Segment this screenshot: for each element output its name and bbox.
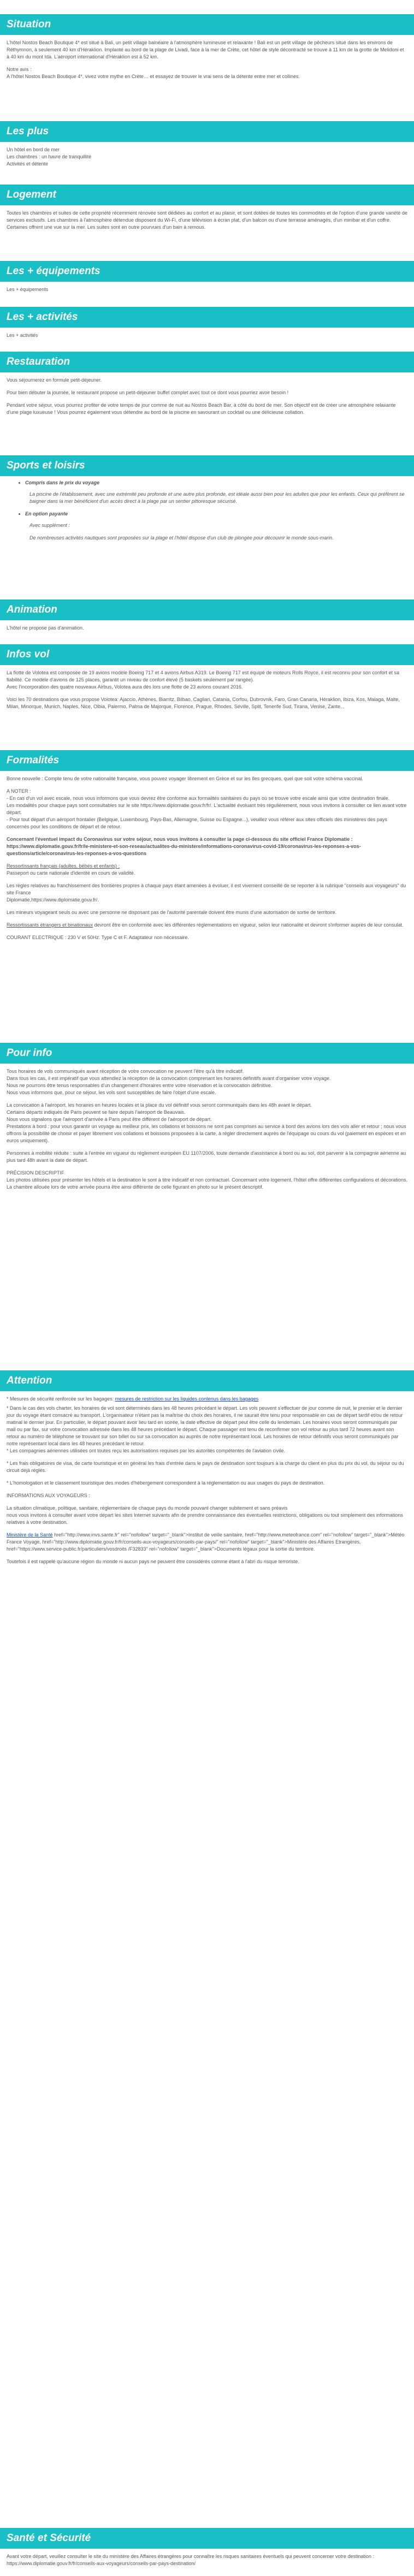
list-item: • En option payante <box>25 511 407 518</box>
section-title: Pour info <box>7 1047 52 1059</box>
section-header-vol <box>0 644 414 665</box>
section-header-sports <box>0 455 414 476</box>
section-title: Les + équipements <box>7 265 100 277</box>
paragraph: Les règles relatives au franchissement des frontières propres à chaque pays étant amenées à évoluer, il est vivement conseillé de se reporter à la rubrique "conseils aux voyageurs" du site France <box>7 883 406 895</box>
situation-content <box>0 39 414 80</box>
paragraph: Nous vous signalons que l'aéroport d'arrivée à Paris peut être différent de l'aéroport de départ. <box>7 1117 212 1122</box>
equipements-content <box>0 286 414 293</box>
paragraph: * L'homologation et le classement touristique des modes d'hébergement correspondent à la réglementation ou aux usages du pays de destination. <box>7 1480 325 1486</box>
paragraph: Ressortissants français (adultes, bébés et enfants) : <box>7 863 120 869</box>
paragraph: A NOTER : <box>7 788 31 794</box>
section-title: Santé et Sécurité <box>7 2532 91 2544</box>
section-header-plus <box>0 121 414 142</box>
paragraph: La convocation à l'aéroport, les horaires en heures locales et la place du vol définitif vous seront communiqués dans les 48h avant le départ. <box>7 1102 312 1108</box>
section-title: Animation <box>7 604 57 615</box>
paragraph: Dans tous les cas, il est impératif que vous attendiez la réception de la convocation comprenant les horaires définitifs avant d'organiser votre voyage. <box>7 1076 331 1081</box>
paragraph: L'hôtel Nostos Beach Boutique 4* est situé à Bali, un petit village balnéaire à l'atmosphère lumineuse et relaxante ! Bali est un petit village de pêcheurs situé dans les environs de Réthymnon, à seulement 40 km d'Héraklion. Implanté au bord de la plage de Livadi, face à la mer de Crète, cet hôtel de style décontracté se trouve à 11 km de la grotte de Melidoni et à 40 km du mont Ida. L'aéroport international d'Héraklion est à 52 km. <box>7 40 404 60</box>
vol-content <box>0 669 414 716</box>
list-item: Les chambres : un havre de tranquillité <box>7 154 92 159</box>
paragraph: - En cas d'un vol avec escale, nous vous informons que vous devrez être conforme aux formalités sanitaires du pays où se trouve votre escale ainsi que votre destination finale. <box>7 796 390 801</box>
paragraph: Notre avis : <box>7 67 32 72</box>
paragraph: Les + équipements <box>7 287 49 292</box>
paragraph: Les mineurs voyageant seuls ou avec une personne ne disposant pas de l'autorité parentale doivent être munis d'une autorisation de sortie de territoire. <box>7 910 337 915</box>
section-header-activites <box>0 307 414 328</box>
section-header-sante <box>0 2528 414 2549</box>
list-item: Un hôtel en bord de mer <box>7 147 60 152</box>
paragraph: Voici les 70 destinations que vous propose Volotea: Ajaccio, Athènes, Biarritz, Bilbao, Cagliari, Catania, Corfou, Dubrovnik, Faro, Gran Canaria, Héraklion, Ibiza, Kos, Malaga, Malte, Milan, Minorque, Munich, Naples, Nice, Olbia, Palermo, Palma de Majorque, Florence, Prague, Rhodes, Séville, Split, Tenerife Sud, Tirana, Venise, Zante... <box>7 697 400 709</box>
sports-content <box>0 479 414 547</box>
paragraph: Avec supplément : <box>29 523 70 528</box>
paragraph: L'hôtel ne propose pas d'animation. <box>7 625 84 631</box>
liquids-restriction-link[interactable]: mesures de restriction sur les liquides contenus dans les bagages <box>115 1396 259 1402</box>
section-header-formalites <box>0 750 414 771</box>
activites-content <box>0 332 414 339</box>
paragraph: Nous ne pourrons être tenus responsables d'un changement d'horaires entre votre réservation et la convocation définitive. <box>7 1083 273 1088</box>
section-title: Infos vol <box>7 649 50 660</box>
paragraph: Avant votre départ, veuillez consulter le site du ministère des Affaires étrangères pour connaître les risques sanitaires éventuels qui peuvent concerner votre destination : https://www.diplomatie.gouv.fr/fr/conseils-aux-voyageurs/conseils-par-pays-destination/ <box>7 2554 375 2566</box>
animation-content <box>0 625 414 632</box>
section-header-logement <box>0 185 414 205</box>
section-title: Attention <box>7 1375 52 1386</box>
paragraph: Les photos utilisées pour présenter les hôtels et la destination le sont à titre indicatif et non contractuel. Concernant votre logement, l'hôtel offre différentes configurations et décorations. La chambre allouée lors de votre arrivée pourra être ainsi différente de celle figurant en photo sur le présent descriptif. <box>7 1177 407 1190</box>
paragraph: * Mesures de sécurité renforcée sur les bagages: <box>7 1396 115 1402</box>
logement-content <box>0 210 414 236</box>
paragraph: Nous vous informons que, pour ce séjour, les vols sont susceptibles de faire l'objet d'une escale. <box>7 1090 216 1095</box>
paragraph: Prestations à bord : pour vous garantir un voyage au meilleur prix, les collations et boissons ne sont pas comprises au service à bord des avions lors des vols aller et retour ; nous vous offrons la possibilité de choisir et payer librement vos collations et boissons proposées à la carte, à régler directement auprès de l'équipage ou cours du vol (paiement en espèces et en euros uniquement). <box>7 1124 406 1143</box>
link[interactable]: https://www.diplomatie.gouv.fr/fr/le-ministere-et-son-reseau/actualites-du-ministere/informations-coronavirus-covid-19/coronavirus-les-reponses-a-vos-questions/article/coronavirus-les-reponses-a-vos-questions <box>7 844 361 856</box>
paragraph: Concernant l'éventuel impact du Coronavirus sur votre séjour, nous vous invitons à consulter la page ci-dessous du site officiel France Diplomatie : <box>7 836 353 842</box>
section-header-attention <box>0 1370 414 1391</box>
section-title: Logement <box>7 189 56 200</box>
section-header-situation <box>0 14 414 35</box>
info-content <box>0 1068 414 1196</box>
paragraph: Vous séjournerez en formule petit-déjeuner. <box>7 377 102 383</box>
paragraph: Les modalités pour chaque pays sont consultables sur le site https://www.diplomatie.gouv.fr/fr/. L'actualité évoluant très régulièrement, nous vous invitons à consulter ce lien avant votre départ. <box>7 803 407 815</box>
section-header-restauration <box>0 352 414 372</box>
restauration-content <box>0 377 414 422</box>
section-title: Sports et loisirs <box>7 460 85 471</box>
section-header-info <box>0 1043 414 1064</box>
section-title: Les + activités <box>7 311 78 323</box>
section-title: Les plus <box>7 126 49 137</box>
section-header-equipements <box>0 261 414 282</box>
paragraph: Personnes à mobilité réduite : suite à l'entrée en vigueur du règlement européen EU 1107/2006, toute demande d'assistance à bord ou au sol, doit parvenir à la compagnie aérienne au plus tard 48h avant la date de départ. <box>7 1150 406 1163</box>
paragraph: Pendant votre séjour, vous pourrez profiter de votre temps de jour comme de nuit au Nostos Beach Bar, à côté du bord de mer. Son objectif est de créer une atmosphère relaxante d'une plage luxueuse ! Vous pourrez également vous détendre au bord de la piscine en savourant un cocktail ou une délicieuse collation. <box>7 402 396 415</box>
paragraph: INFORMATIONS AUX VOYAGEURS : <box>7 1493 90 1498</box>
paragraph: - Pour tout départ d'un aéroport frontalier (Belgique, Luxembourg, Pays-Bas, Allemagne, Suisse ou Espagne...), veuillez vous référer aux sites officiels des ministères des pays concernés pour les conditions de départ et de retour. <box>7 817 387 829</box>
paragraph: Passeport ou carte nationale d'identité en cours de validité. <box>7 870 135 876</box>
paragraph: COURANT ELECTRIQUE : 230 V et 50Hz. Type C et F. Adaptateur non nécessaire. <box>7 935 189 940</box>
paragraph: La situation climatique, politique, sanitaire, réglementaire de chaque pays du monde pouvant changer subitement et sans préavis <box>7 1505 288 1511</box>
list-item: • Compris dans le prix du voyage <box>25 479 407 486</box>
section-header-animation <box>0 600 414 620</box>
paragraph: * Dans le cas des vols charter, les horaires de vol sont déterminés dans les 48 heures précédant le départ. Les vols peuvent s'effectuer de jour comme de nuit, le premier et le dernier jour du voyage étant consacré au transport. L'organisateur n'étant pas la maîtrise du choix des horaires, il ne saurait être tenu pour responsable en cas de départ tardif et/ou de retour matinal le dernier jour. En particulier, le départ pouvant avoir lieu tard en soirée, la date effective de départ peut être celle du lendemain. Les horaires vous seront communiqués par mail ou par fax, sur votre convocation adressée dans les 48 heures précédant le départ. Chaque passager est tenu de reconfirmer son vol retour au plus tard 72 heures avant son retour au numéro de téléphone se trouvant sur son billet ou sur sa convocation au auprès de notre représentant local. Les horaires de retour définitifs vous seront communiqués par notre représentant local dans les 48 heures précédant le retour. <box>7 1405 403 1446</box>
section-title: Situation <box>7 19 51 30</box>
paragraph: A l'hôtel Nostos Beach Boutique 4*, vivez votre mythe en Crète… et essayez de trouver le vrai sens de la détente entre mer et collines. <box>7 74 300 79</box>
bullet-list <box>7 479 407 486</box>
paragraph: * Les compagnies aériennes utilisées ont toutes reçu les autorisations requises par les autorités compétentes de l'aviation civile. <box>7 1448 285 1453</box>
section-title: Formalités <box>7 755 60 766</box>
paragraph: PRÉCISION DESCRIPTIF <box>7 1170 64 1176</box>
paragraph: Les + activités <box>7 333 38 338</box>
paragraph: Diplomatie,https://www.diplomatie.gouv.fr/. <box>7 897 99 903</box>
paragraph: Avec l'incorporation des quatre nouveaux Airbus, Volotea aura dès lors une flotte de 23 avions courant 2016. <box>7 684 243 690</box>
sante-content <box>0 2553 414 2573</box>
paragraph: devront être en conformité avec les différentes réglementations en vigueur, selon leur nationalité et devront s'informer auprès de leur consulat. <box>94 922 404 928</box>
health-ministry-link[interactable]: Ministère de la Santé <box>7 1532 53 1538</box>
paragraph: Tous horaires de vols communiqués avant réception de votre convocation ne peuvent l'être qu'à titre indicatif. <box>7 1069 244 1074</box>
plus-content <box>0 146 414 168</box>
bullet-list <box>7 511 407 518</box>
list-item: Activités et détente <box>7 161 49 167</box>
paragraph: Toutes les chambres et suites de cette propriété récemment rénovée sont dédiées au confort et au plaisir, et sont dotées de toutes les commodités et de l'option d'une grande variété de services exclusifs. Les chambres à l'atmosphère détendue disposent du Wi-Fi, d'une télévision à écran plat, d'un balcon ou d'une terrasse aménagés, d'un minibar et d'un coffre. Certaines offrent une vue sur la mer. Les suites sont en outre pourvues d'un bain à remous. <box>7 210 407 230</box>
paragraph: Certains départs indiqués de Paris peuvent se faire depuis l'aéroport de Beauvais. <box>7 1109 186 1115</box>
paragraph: Ressortissants étrangers et binationaux <box>7 922 93 928</box>
paragraph: De nombreuses activités nautiques sont proposées sur la plage et l'hôtel dispose d'un club de plongée pour découvrir le monde sous-marin. <box>29 535 334 541</box>
paragraph: * Les frais obligatoires de visa, de carte touristique et en général les frais d'entrée dans le pays de destination sont toujours à la charge du client en plus du prix du vol, du séjour ou du circuit déjà réglés. <box>7 1461 404 1473</box>
section-title: Restauration <box>7 356 70 367</box>
paragraph: Bonne nouvelle : Compte tenu de votre nationalité française, vous pouvez voyager librement en Grèce et sur les îles grecques, quel que soit votre schéma vaccinal. <box>7 776 363 781</box>
paragraph: La piscine de l'établissement, avec une extrémité peu profonde et une autre plus profonde, est idéale aussi bien pour les adultes que pour les enfants. Ceux qui préfèrent se baigner dans la mer bénéficient d'un accès direct à la plage par un sentier pittoresque sécurisé. <box>29 491 405 504</box>
paragraph: Toutefois il est rappelé qu'aucune région du monde ni aucun pays ne peuvent être considérés comme étant à l'abri du risque terroriste. <box>7 1559 299 1564</box>
paragraph: Pour bien débuter la journée, le restaurant propose un petit-déjeuner buffet complet avec tout ce dont vous pourriez avoir besoin ! <box>7 390 289 395</box>
attention-content <box>0 1396 414 1571</box>
paragraph: href="http://www.invs.sante.fr" rel="nofollow" target="_blank">Institut de veille sanitaire, href="http://www.meteofrance.com" rel="nofollow" target="_blank">Météo France Voyage, href="http://www.diplomatie.gouv.fr/fr/conseils-aux-voyageurs/conseils-par-pays/" rel="nofollow" target="_blank">Ministère des Affaires Etrangères, href="https://www.service-public.fr/particuliers/vosdroits /F32833" rel="nofollow" target="_blank">Documents légaux pour la sortie du territoire. <box>7 1532 405 1552</box>
paragraph: nous vous invitons à consulter avant votre départ les sites Internet suivants afin de prendre connaissance des éventuelles restrictions, obligations ou tout simplement des informations relatives à votre destination. <box>7 1512 403 1525</box>
paragraph: La flotte de Volotea est composée de 19 avions modèle Boeing 717 et 4 avions Airbus A319. Le Boeing 717 est équipé de moteurs Rolls Royce, il est reconnu pour son confort et sa fiabilité. Ce modèle d'avions de 125 places, garantit un niveau de confort élevé (5 baskets seulement par rangée). <box>7 670 399 682</box>
formalites-content <box>0 775 414 947</box>
